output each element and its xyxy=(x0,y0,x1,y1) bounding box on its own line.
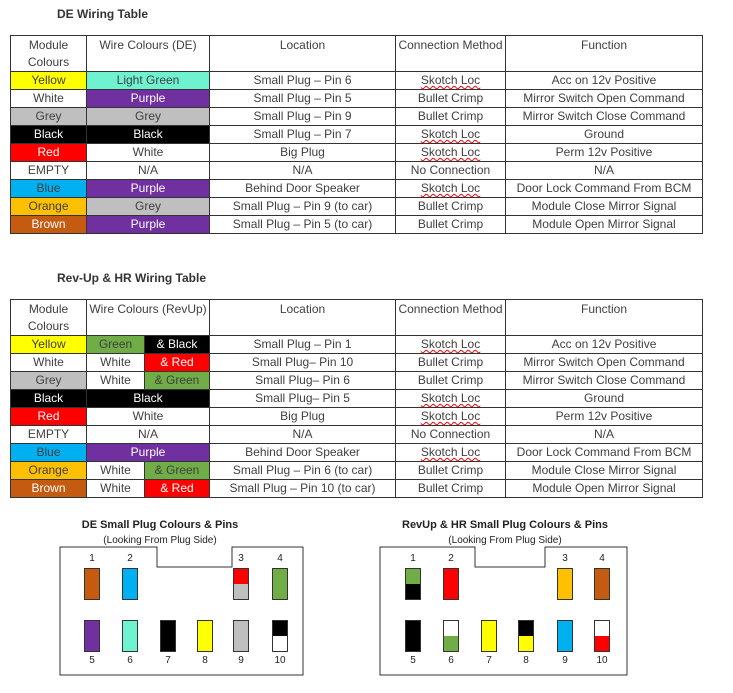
pin-number-label: 6 xyxy=(127,655,133,666)
function-label: Acc on 12v Positive xyxy=(551,337,657,351)
plug-pin xyxy=(84,568,100,600)
location-cell: Small Plug – Pin 10 (to car) xyxy=(210,480,396,498)
method-label: Skotch Loc xyxy=(420,409,481,423)
location-cell: Small Plug – Pin 6 (to car) xyxy=(210,462,396,480)
location-cell: Big Plug xyxy=(210,408,396,426)
de-plug-title: DE Small Plug Colours & Pins xyxy=(81,519,239,531)
header-connection-method: Connection Method xyxy=(396,300,506,336)
plug-pin xyxy=(594,568,610,600)
location-cell: Small Plug – Pin 5 (to car) xyxy=(210,216,396,234)
pin-number-label: 5 xyxy=(89,655,95,666)
location-cell: Behind Door Speaker xyxy=(210,180,396,198)
method-label: No Connection xyxy=(410,163,491,177)
method-label: Skotch Loc xyxy=(420,73,481,87)
wire-colour-cell: N/A xyxy=(87,162,210,180)
wire-colour-cell: Purple xyxy=(87,444,210,462)
module-colour-cell: Grey xyxy=(11,108,87,126)
function-label: Module Close Mirror Signal xyxy=(531,463,677,477)
module-colour-cell: EMPTY xyxy=(11,162,87,180)
function-label: Door Lock Command From BCM xyxy=(516,181,692,195)
header-module-colours: Module Colours xyxy=(11,300,87,336)
wire-colour-cell: Grey xyxy=(87,198,210,216)
function-label: Acc on 12v Positive xyxy=(551,73,657,87)
pin-number-label: 3 xyxy=(238,553,244,564)
method-label: Bullet Crimp xyxy=(417,199,484,213)
header-connection-method: Connection Method xyxy=(396,36,506,72)
plug-pin xyxy=(272,568,288,600)
header-location: Location xyxy=(210,300,396,336)
module-colour-cell: Yellow xyxy=(11,336,87,354)
plug-pin xyxy=(233,620,249,652)
wire-colour-cell-b: & Red xyxy=(145,354,210,372)
wire-colour-cell: Purple xyxy=(87,90,210,108)
function-label: Perm 12v Positive xyxy=(555,409,653,423)
location-cell: Small Plug – Pin 9 (to car) xyxy=(210,198,396,216)
wire-colour-cell: White xyxy=(87,144,210,162)
module-colour-cell: Red xyxy=(11,144,87,162)
wire-colour-cell: N/A xyxy=(87,426,210,444)
plug-pin xyxy=(405,568,421,600)
pin-number-label: 10 xyxy=(596,655,608,666)
plug-pin xyxy=(84,620,100,652)
pin-number-label: 8 xyxy=(202,655,208,666)
wire-colour-cell-a: White xyxy=(87,354,145,372)
header-wire-colours: Wire Colours (DE) xyxy=(87,36,210,72)
method-label: Bullet Crimp xyxy=(417,355,484,369)
function-label: N/A xyxy=(594,427,615,441)
method-label: Bullet Crimp xyxy=(417,109,484,123)
method-label: Bullet Crimp xyxy=(417,373,484,387)
plug-pin xyxy=(160,620,176,652)
hr-plug-subtitle: (Looking From Plug Side) xyxy=(448,535,562,546)
pin-number-label: 4 xyxy=(277,553,283,564)
hr-plug-title: RevUp & HR Small Plug Colours & Pins xyxy=(402,519,608,531)
header-function: Function xyxy=(506,36,703,72)
wire-colour-cell: Grey xyxy=(87,108,210,126)
wire-colour-cell-b: & Red xyxy=(145,480,210,498)
module-colour-cell: Red xyxy=(11,408,87,426)
module-colour-cell: Orange xyxy=(11,198,87,216)
method-label: Bullet Crimp xyxy=(417,217,484,231)
plug-pin xyxy=(594,620,610,652)
location-cell: N/A xyxy=(210,162,396,180)
module-colour-cell: Black xyxy=(11,390,87,408)
location-cell: Small Plug – Pin 5 xyxy=(210,90,396,108)
function-label: Mirror Switch Close Command xyxy=(522,373,686,387)
pin-number-label: 9 xyxy=(562,655,568,666)
module-colour-cell: Orange xyxy=(11,462,87,480)
plug-pin xyxy=(272,620,288,652)
plug-pin xyxy=(122,620,138,652)
wire-colour-cell-a: Green xyxy=(87,336,145,354)
pin-number-label: 9 xyxy=(238,655,244,666)
wire-colour-cell: Black xyxy=(87,390,210,408)
method-label: Skotch Loc xyxy=(420,127,481,141)
module-colour-cell: Blue xyxy=(11,444,87,462)
location-cell: Small Plug– Pin 6 xyxy=(210,372,396,390)
wire-colour-cell: Light Green xyxy=(87,72,210,90)
location-cell: Big Plug xyxy=(210,144,396,162)
pin-number-label: 4 xyxy=(599,553,605,564)
wire-colour-cell-b: & Black xyxy=(145,336,210,354)
pin-number-label: 2 xyxy=(127,553,133,564)
method-label: Skotch Loc xyxy=(420,181,481,195)
module-colour-cell: EMPTY xyxy=(11,426,87,444)
location-cell: Small Plug – Pin 6 xyxy=(210,72,396,90)
plug-pin xyxy=(443,568,459,600)
plug-pin xyxy=(197,620,213,652)
pin-number-label: 8 xyxy=(523,655,529,666)
method-label: Skotch Loc xyxy=(420,391,481,405)
method-label: No Connection xyxy=(410,427,491,441)
location-cell: Small Plug – Pin 7 xyxy=(210,126,396,144)
wire-colour-cell-a: White xyxy=(87,372,145,390)
header-wire-colours-label: Wire Colours (RevUp) xyxy=(89,302,207,316)
pin-number-label: 7 xyxy=(486,655,492,666)
function-label: Mirror Switch Open Command xyxy=(523,91,685,105)
hr-table-title: Rev-Up & HR Wiring Table xyxy=(57,271,207,285)
wire-colour-cell: Purple xyxy=(87,180,210,198)
module-colour-cell: Yellow xyxy=(11,72,87,90)
pin-number-label: 1 xyxy=(410,553,416,564)
method-label: Skotch Loc xyxy=(420,337,481,351)
plug-pin xyxy=(557,620,573,652)
de-plug-subtitle: (Looking From Plug Side) xyxy=(103,535,217,546)
header-function: Function xyxy=(506,300,703,336)
de-table-title: DE Wiring Table xyxy=(57,7,149,21)
function-label: Module Open Mirror Signal xyxy=(532,481,676,495)
header-location: Location xyxy=(210,36,396,72)
wire-colour-cell-a: White xyxy=(87,480,145,498)
plug-pin xyxy=(405,620,421,652)
pin-number-label: 5 xyxy=(410,655,416,666)
location-cell: Small Plug– Pin 10 xyxy=(210,354,396,372)
plug-pin xyxy=(481,620,497,652)
function-label: Module Open Mirror Signal xyxy=(532,217,676,231)
plug-pin xyxy=(233,568,249,600)
module-colour-cell: Brown xyxy=(11,216,87,234)
module-colour-cell: White xyxy=(11,90,87,108)
module-colour-cell: Blue xyxy=(11,180,87,198)
function-label: Perm 12v Positive xyxy=(555,145,653,159)
module-colour-cell: White xyxy=(11,354,87,372)
wire-colour-cell-b: & Green xyxy=(145,372,210,390)
plug-pin xyxy=(557,568,573,600)
plug-pin xyxy=(518,620,534,652)
wire-colour-cell: Purple xyxy=(87,216,210,234)
function-label: Ground xyxy=(583,127,625,141)
function-label: Mirror Switch Close Command xyxy=(522,109,686,123)
wire-colour-cell-b: & Green xyxy=(145,462,210,480)
module-colour-cell: Grey xyxy=(11,372,87,390)
pin-number-label: 1 xyxy=(89,553,95,564)
function-label: Mirror Switch Open Command xyxy=(523,355,685,369)
location-cell: Small Plug – Pin 9 xyxy=(210,108,396,126)
location-cell: Behind Door Speaker xyxy=(210,444,396,462)
module-colour-cell: Black xyxy=(11,126,87,144)
pin-number-label: 7 xyxy=(165,655,171,666)
method-label: Skotch Loc xyxy=(420,145,481,159)
pin-number-label: 10 xyxy=(274,655,286,666)
method-label: Bullet Crimp xyxy=(417,463,484,477)
wire-colour-cell-a: White xyxy=(87,462,145,480)
function-label: Door Lock Command From BCM xyxy=(516,445,692,459)
method-label: Skotch Loc xyxy=(420,445,481,459)
header-module-colours: Module Colours xyxy=(11,36,87,72)
pin-number-label: 6 xyxy=(448,655,454,666)
function-label: Module Close Mirror Signal xyxy=(531,199,677,213)
location-cell: Small Plug – Pin 1 xyxy=(210,336,396,354)
location-cell: Small Plug– Pin 5 xyxy=(210,390,396,408)
module-colour-cell: Brown xyxy=(11,480,87,498)
wire-colour-cell: White xyxy=(87,408,210,426)
plug-pin xyxy=(122,568,138,600)
pin-number-label: 2 xyxy=(448,553,454,564)
method-label: Bullet Crimp xyxy=(417,91,484,105)
function-label: Ground xyxy=(584,391,625,405)
plug-pin xyxy=(443,620,459,652)
method-label: Bullet Crimp xyxy=(417,481,484,495)
wire-colour-cell: Black xyxy=(87,126,210,144)
location-cell: N/A xyxy=(210,426,396,444)
pin-number-label: 3 xyxy=(562,553,568,564)
function-label: N/A xyxy=(593,163,614,177)
